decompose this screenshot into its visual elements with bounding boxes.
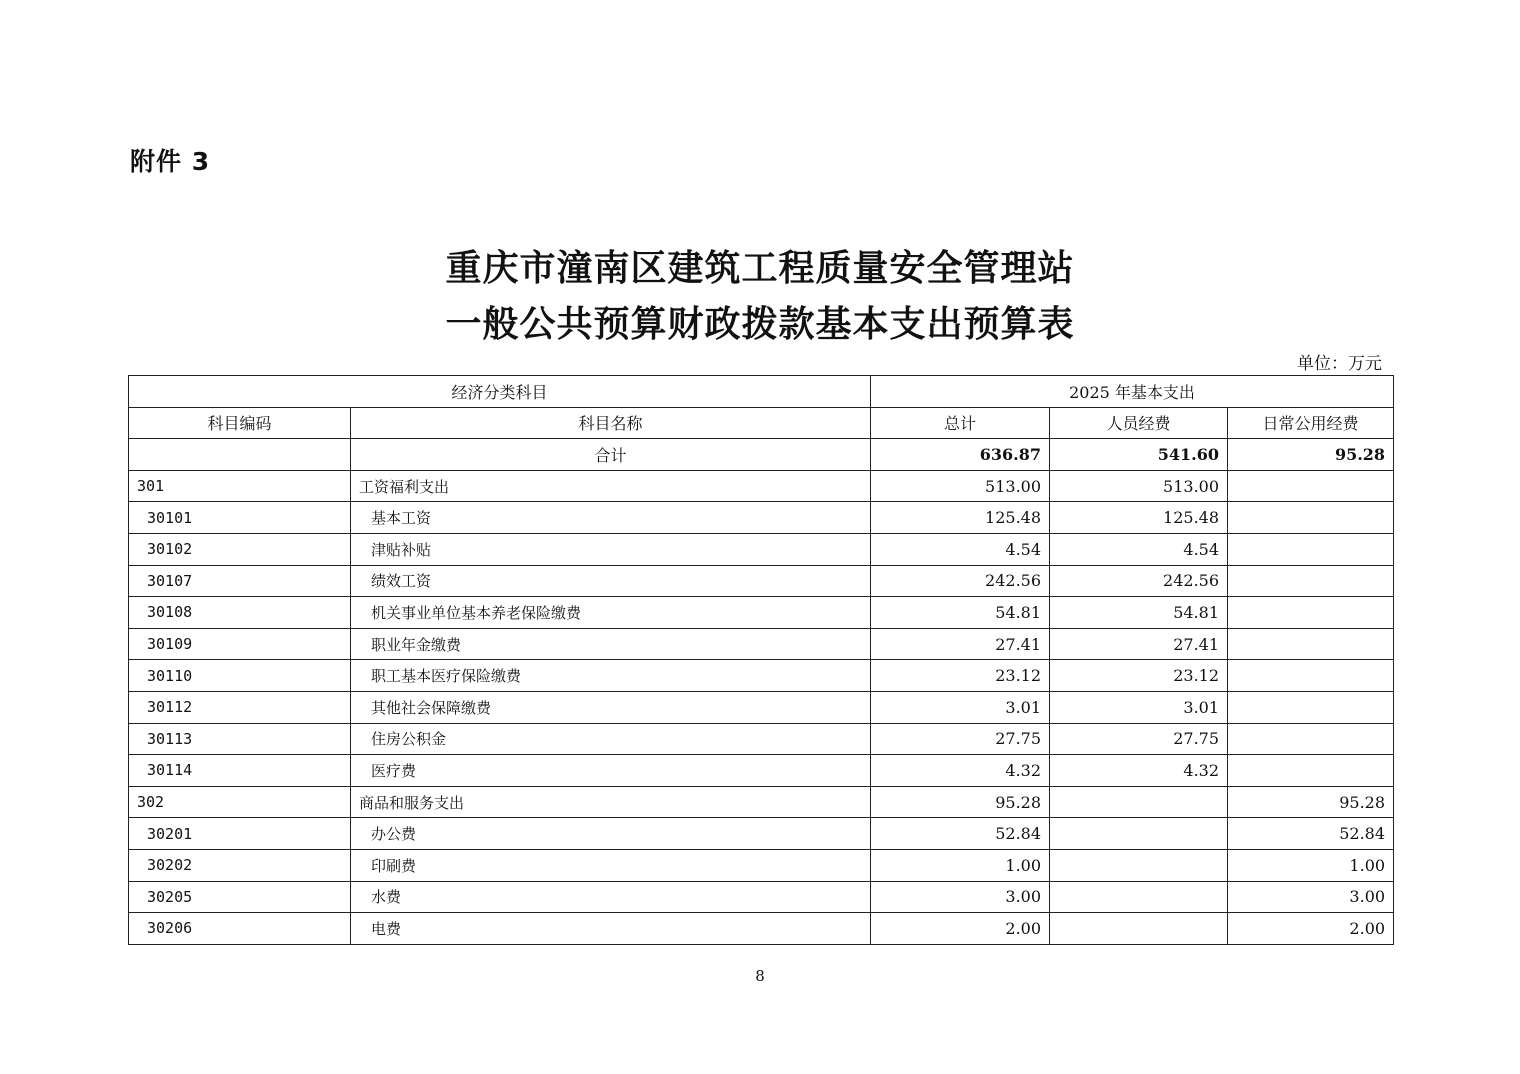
row-personnel <box>1050 786 1228 818</box>
total-row-code <box>129 439 351 471</box>
row-name: 职工基本医疗保险缴费 <box>351 660 871 692</box>
row-name: 住房公积金 <box>351 723 871 755</box>
row-personnel: 513.00 <box>1050 470 1228 502</box>
table-row <box>129 786 1394 818</box>
table-row <box>129 628 1394 660</box>
row-personnel <box>1050 881 1228 913</box>
row-name: 其他社会保障缴费 <box>351 691 871 723</box>
row-public: 95.28 <box>1228 786 1394 818</box>
table-row <box>129 818 1394 850</box>
row-code: 30113 <box>129 723 351 755</box>
row-name: 职业年金缴费 <box>351 628 871 660</box>
table-row <box>129 755 1394 787</box>
total-row-total: 636.87 <box>871 439 1050 471</box>
table-row <box>129 565 1394 597</box>
row-public <box>1228 660 1394 692</box>
row-code: 30101 <box>129 502 351 534</box>
row-total: 2.00 <box>871 913 1050 945</box>
table-row <box>129 660 1394 692</box>
row-total: 4.32 <box>871 755 1050 787</box>
row-personnel: 3.01 <box>1050 691 1228 723</box>
row-personnel: 242.56 <box>1050 565 1228 597</box>
row-personnel: 4.54 <box>1050 533 1228 565</box>
row-personnel: 4.32 <box>1050 755 1228 787</box>
document-title-line1: 重庆市潼南区建筑工程质量安全管理站 <box>445 247 1075 289</box>
row-code: 30108 <box>129 597 351 629</box>
row-personnel: 54.81 <box>1050 597 1228 629</box>
row-personnel: 27.75 <box>1050 723 1228 755</box>
table-row <box>129 691 1394 723</box>
row-total: 27.75 <box>871 723 1050 755</box>
header-basic-expenditure: 2025 年基本支出 <box>871 376 1394 408</box>
header-personnel: 人员经费 <box>1050 407 1228 439</box>
row-personnel <box>1050 818 1228 850</box>
row-total: 3.00 <box>871 881 1050 913</box>
table-header-group-row <box>129 376 1394 408</box>
header-public: 日常公用经费 <box>1228 407 1394 439</box>
document-title-line2: 一般公共预算财政拨款基本支出预算表 <box>445 303 1075 345</box>
row-code: 30102 <box>129 533 351 565</box>
row-personnel: 23.12 <box>1050 660 1228 692</box>
row-name: 津贴补贴 <box>351 533 871 565</box>
row-code: 30201 <box>129 818 351 850</box>
row-total: 242.56 <box>871 565 1050 597</box>
row-code: 30109 <box>129 628 351 660</box>
table-row <box>129 533 1394 565</box>
row-public <box>1228 502 1394 534</box>
row-public: 3.00 <box>1228 881 1394 913</box>
row-total: 54.81 <box>871 597 1050 629</box>
row-name: 印刷费 <box>351 849 871 881</box>
row-total: 1.00 <box>871 849 1050 881</box>
header-name: 科目名称 <box>351 407 871 439</box>
row-total: 125.48 <box>871 502 1050 534</box>
page-number: 8 <box>755 967 765 985</box>
row-public <box>1228 533 1394 565</box>
row-public <box>1228 470 1394 502</box>
row-code: 30205 <box>129 881 351 913</box>
table-row <box>129 470 1394 502</box>
total-row-personnel: 541.60 <box>1050 439 1228 471</box>
header-total: 总计 <box>871 407 1050 439</box>
table-row <box>129 502 1394 534</box>
unit-label: 单位：万元 <box>1297 354 1382 374</box>
table-header-row <box>129 407 1394 439</box>
row-total: 3.01 <box>871 691 1050 723</box>
total-row-label: 合计 <box>351 439 871 471</box>
table-row <box>129 597 1394 629</box>
row-public <box>1228 755 1394 787</box>
row-total: 27.41 <box>871 628 1050 660</box>
budget-table <box>128 375 1394 945</box>
row-total: 513.00 <box>871 470 1050 502</box>
attachment-label: 附件 3 <box>130 147 211 176</box>
row-name: 机关事业单位基本养老保险缴费 <box>351 597 871 629</box>
row-total: 95.28 <box>871 786 1050 818</box>
row-personnel <box>1050 913 1228 945</box>
row-name: 水费 <box>351 881 871 913</box>
row-total: 23.12 <box>871 660 1050 692</box>
row-public <box>1228 723 1394 755</box>
row-name: 基本工资 <box>351 502 871 534</box>
row-code: 302 <box>129 786 351 818</box>
row-public <box>1228 565 1394 597</box>
row-code: 301 <box>129 470 351 502</box>
row-total: 52.84 <box>871 818 1050 850</box>
row-name: 医疗费 <box>351 755 871 787</box>
row-code: 30112 <box>129 691 351 723</box>
row-name: 电费 <box>351 913 871 945</box>
row-public: 52.84 <box>1228 818 1394 850</box>
row-personnel: 125.48 <box>1050 502 1228 534</box>
table-row <box>129 849 1394 881</box>
row-code: 30206 <box>129 913 351 945</box>
row-name: 工资福利支出 <box>351 470 871 502</box>
row-code: 30202 <box>129 849 351 881</box>
row-code: 30107 <box>129 565 351 597</box>
row-public <box>1228 597 1394 629</box>
row-name: 办公费 <box>351 818 871 850</box>
row-code: 30114 <box>129 755 351 787</box>
table-row <box>129 913 1394 945</box>
row-personnel <box>1050 849 1228 881</box>
row-name: 商品和服务支出 <box>351 786 871 818</box>
row-public: 1.00 <box>1228 849 1394 881</box>
table-row <box>129 723 1394 755</box>
row-public <box>1228 628 1394 660</box>
row-total: 4.54 <box>871 533 1050 565</box>
header-economic-category: 经济分类科目 <box>129 376 871 408</box>
row-personnel: 27.41 <box>1050 628 1228 660</box>
table-row <box>129 881 1394 913</box>
total-row <box>129 439 1394 471</box>
total-row-public: 95.28 <box>1228 439 1394 471</box>
header-code: 科目编码 <box>129 407 351 439</box>
row-public <box>1228 691 1394 723</box>
row-name: 绩效工资 <box>351 565 871 597</box>
row-code: 30110 <box>129 660 351 692</box>
row-public: 2.00 <box>1228 913 1394 945</box>
